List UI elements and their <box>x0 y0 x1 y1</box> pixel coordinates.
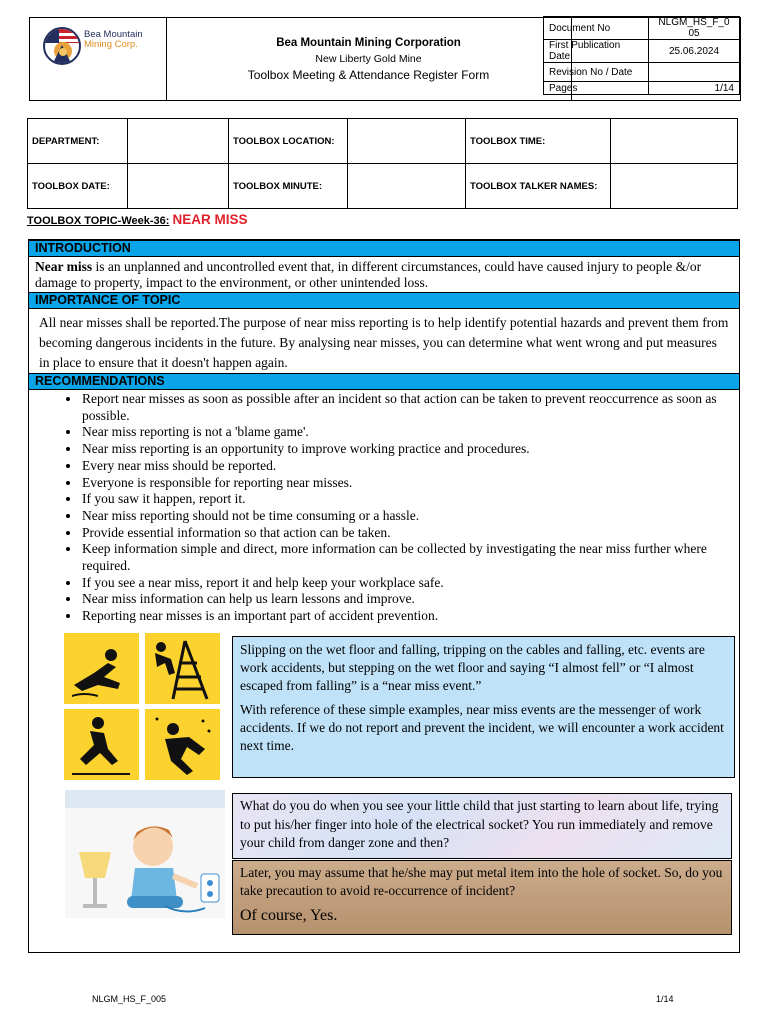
site-name: New Liberty Gold Mine <box>315 53 422 65</box>
footer-document-number: NLGM_HS_F_005 <box>92 994 167 1004</box>
list-item: • Reporting near misses is an important part of accident prevention. <box>81 608 721 625</box>
precaution-answer: Of course, Yes. <box>240 907 338 924</box>
talker-names-field[interactable] <box>611 164 738 209</box>
meta-value: 25.06.2024 <box>649 40 740 63</box>
precaution-box <box>232 860 732 935</box>
company-name: Bea Mountain Mining Corporation <box>276 37 461 49</box>
list-item: • Provide essential information so that action can be taken. <box>81 525 721 542</box>
list-item: • Near miss reporting is an opportunity to improve working practice and procedures. <box>81 441 721 458</box>
importance-text: All near misses shall be reported.The purpose of near miss reporting is to help identify potential hazards and prevent them from becoming dangerous incidents in the future. By analysing near misses, you can determine what went wrong and put measures in place to ensure that it doesn't happen again. <box>39 315 729 370</box>
meta-label: Revision No / Date <box>544 63 649 82</box>
form-title: Toolbox Meeting & Attendance Register Form <box>247 68 490 82</box>
topic-prefix: TOOLBOX TOPIC-Week-36: <box>27 215 170 227</box>
minute-field[interactable] <box>348 164 466 209</box>
minute-label: TOOLBOX MINUTE: <box>229 164 348 209</box>
topic-content <box>28 239 740 953</box>
ladder-fall-icon <box>145 633 220 704</box>
list-item: • Report near misses as soon as possible after an incident so that action can be taken to prevent reoccurrence as soon as possible. <box>81 391 721 424</box>
example-paragraph-2: With reference of these simple examples, near miss events are the messenger of work accidents. If we do not report and prevent the incident, we will encounter a work accident next time. <box>240 702 724 753</box>
list-item: • Keep information simple and direct, more information can be collected by investigating the near miss further where required. <box>81 541 721 574</box>
meta-label: Document No <box>544 17 649 40</box>
time-label: TOOLBOX TIME: <box>466 119 611 164</box>
meta-label: First Publication Date <box>544 40 649 63</box>
title-cell <box>166 18 572 100</box>
precaution-question: Later, you may assume that he/she may put metal item into the hole of socket. So, do you take precaution to avoid re-occurrence of incident? <box>240 865 723 898</box>
logo-name-line1: Bea Mountain <box>84 29 143 40</box>
introduction-heading: INTRODUCTION <box>29 240 739 257</box>
logo-name-line2: Mining Corp. <box>84 39 138 50</box>
location-field[interactable] <box>348 119 466 164</box>
list-item: • Every near miss should be reported. <box>81 458 721 475</box>
list-item: • If you saw it happen, report it. <box>81 491 721 508</box>
recommendations-heading: RECOMMENDATIONS <box>29 373 739 390</box>
list-item: • Near miss reporting is not a 'blame game'. <box>81 424 721 441</box>
example-box-accidents <box>232 636 735 778</box>
trip-hazard-icon <box>64 709 139 780</box>
topic-name: NEAR MISS <box>172 212 248 227</box>
company-logo <box>43 27 81 65</box>
talker-names-label: TOOLBOX TALKER NAMES: <box>466 164 611 209</box>
department-label: DEPARTMENT: <box>28 119 128 164</box>
meta-label: Pages <box>544 82 649 95</box>
date-field[interactable] <box>128 164 229 209</box>
falling-person-icon <box>145 709 220 780</box>
list-item: • Near miss information can help us learn lessons and improve. <box>81 591 721 608</box>
recommendations-list <box>49 391 721 625</box>
list-item: • Near miss reporting should not be time consuming or a hassle. <box>81 508 721 525</box>
date-label: TOOLBOX DATE: <box>28 164 128 209</box>
location-label: TOOLBOX LOCATION: <box>229 119 348 164</box>
toolbox-topic <box>27 212 248 227</box>
slip-hazard-icon <box>64 633 139 704</box>
introduction-body: is an unplanned and uncontrolled event that, in different circumstances, could have caused injury to people &/or damage to property, impact to the environment, or other unintended loss. <box>35 259 702 290</box>
example-paragraph-1: Slipping on the wet floor and falling, tripping on the cables and falling, etc. events are work accidents, but stepping on the wet floor and saying “I almost fell” or “I almost escaped from falling” is a “near miss event.” <box>240 642 705 693</box>
introduction-text <box>35 259 735 290</box>
child-socket-illustration <box>65 788 225 918</box>
list-item: • If you see a near miss, report it and help keep your workplace safe. <box>81 575 721 592</box>
importance-heading: IMPORTANCE OF TOPIC <box>29 292 739 309</box>
logo-cell <box>30 18 167 100</box>
meta-value: 1/14 <box>649 82 740 95</box>
near-miss-term: Near miss <box>35 259 93 274</box>
department-field[interactable] <box>128 119 229 164</box>
meta-value: NLGM_HS_F_0 05 <box>649 17 740 40</box>
list-item: • Everyone is responsible for reporting near misses. <box>81 475 721 492</box>
meta-value <box>649 63 740 82</box>
document-meta-table <box>543 16 740 95</box>
document-header <box>29 17 741 101</box>
footer-page-number: 1/14 <box>656 994 674 1004</box>
time-field[interactable] <box>611 119 738 164</box>
toolbox-info-table <box>27 118 738 209</box>
child-question-box: What do you do when you see your little child that just starting to learn about life, trying to put his/her finger into hole of the electrical socket? You run immediately and remove your child from danger zone and then? <box>232 793 732 859</box>
